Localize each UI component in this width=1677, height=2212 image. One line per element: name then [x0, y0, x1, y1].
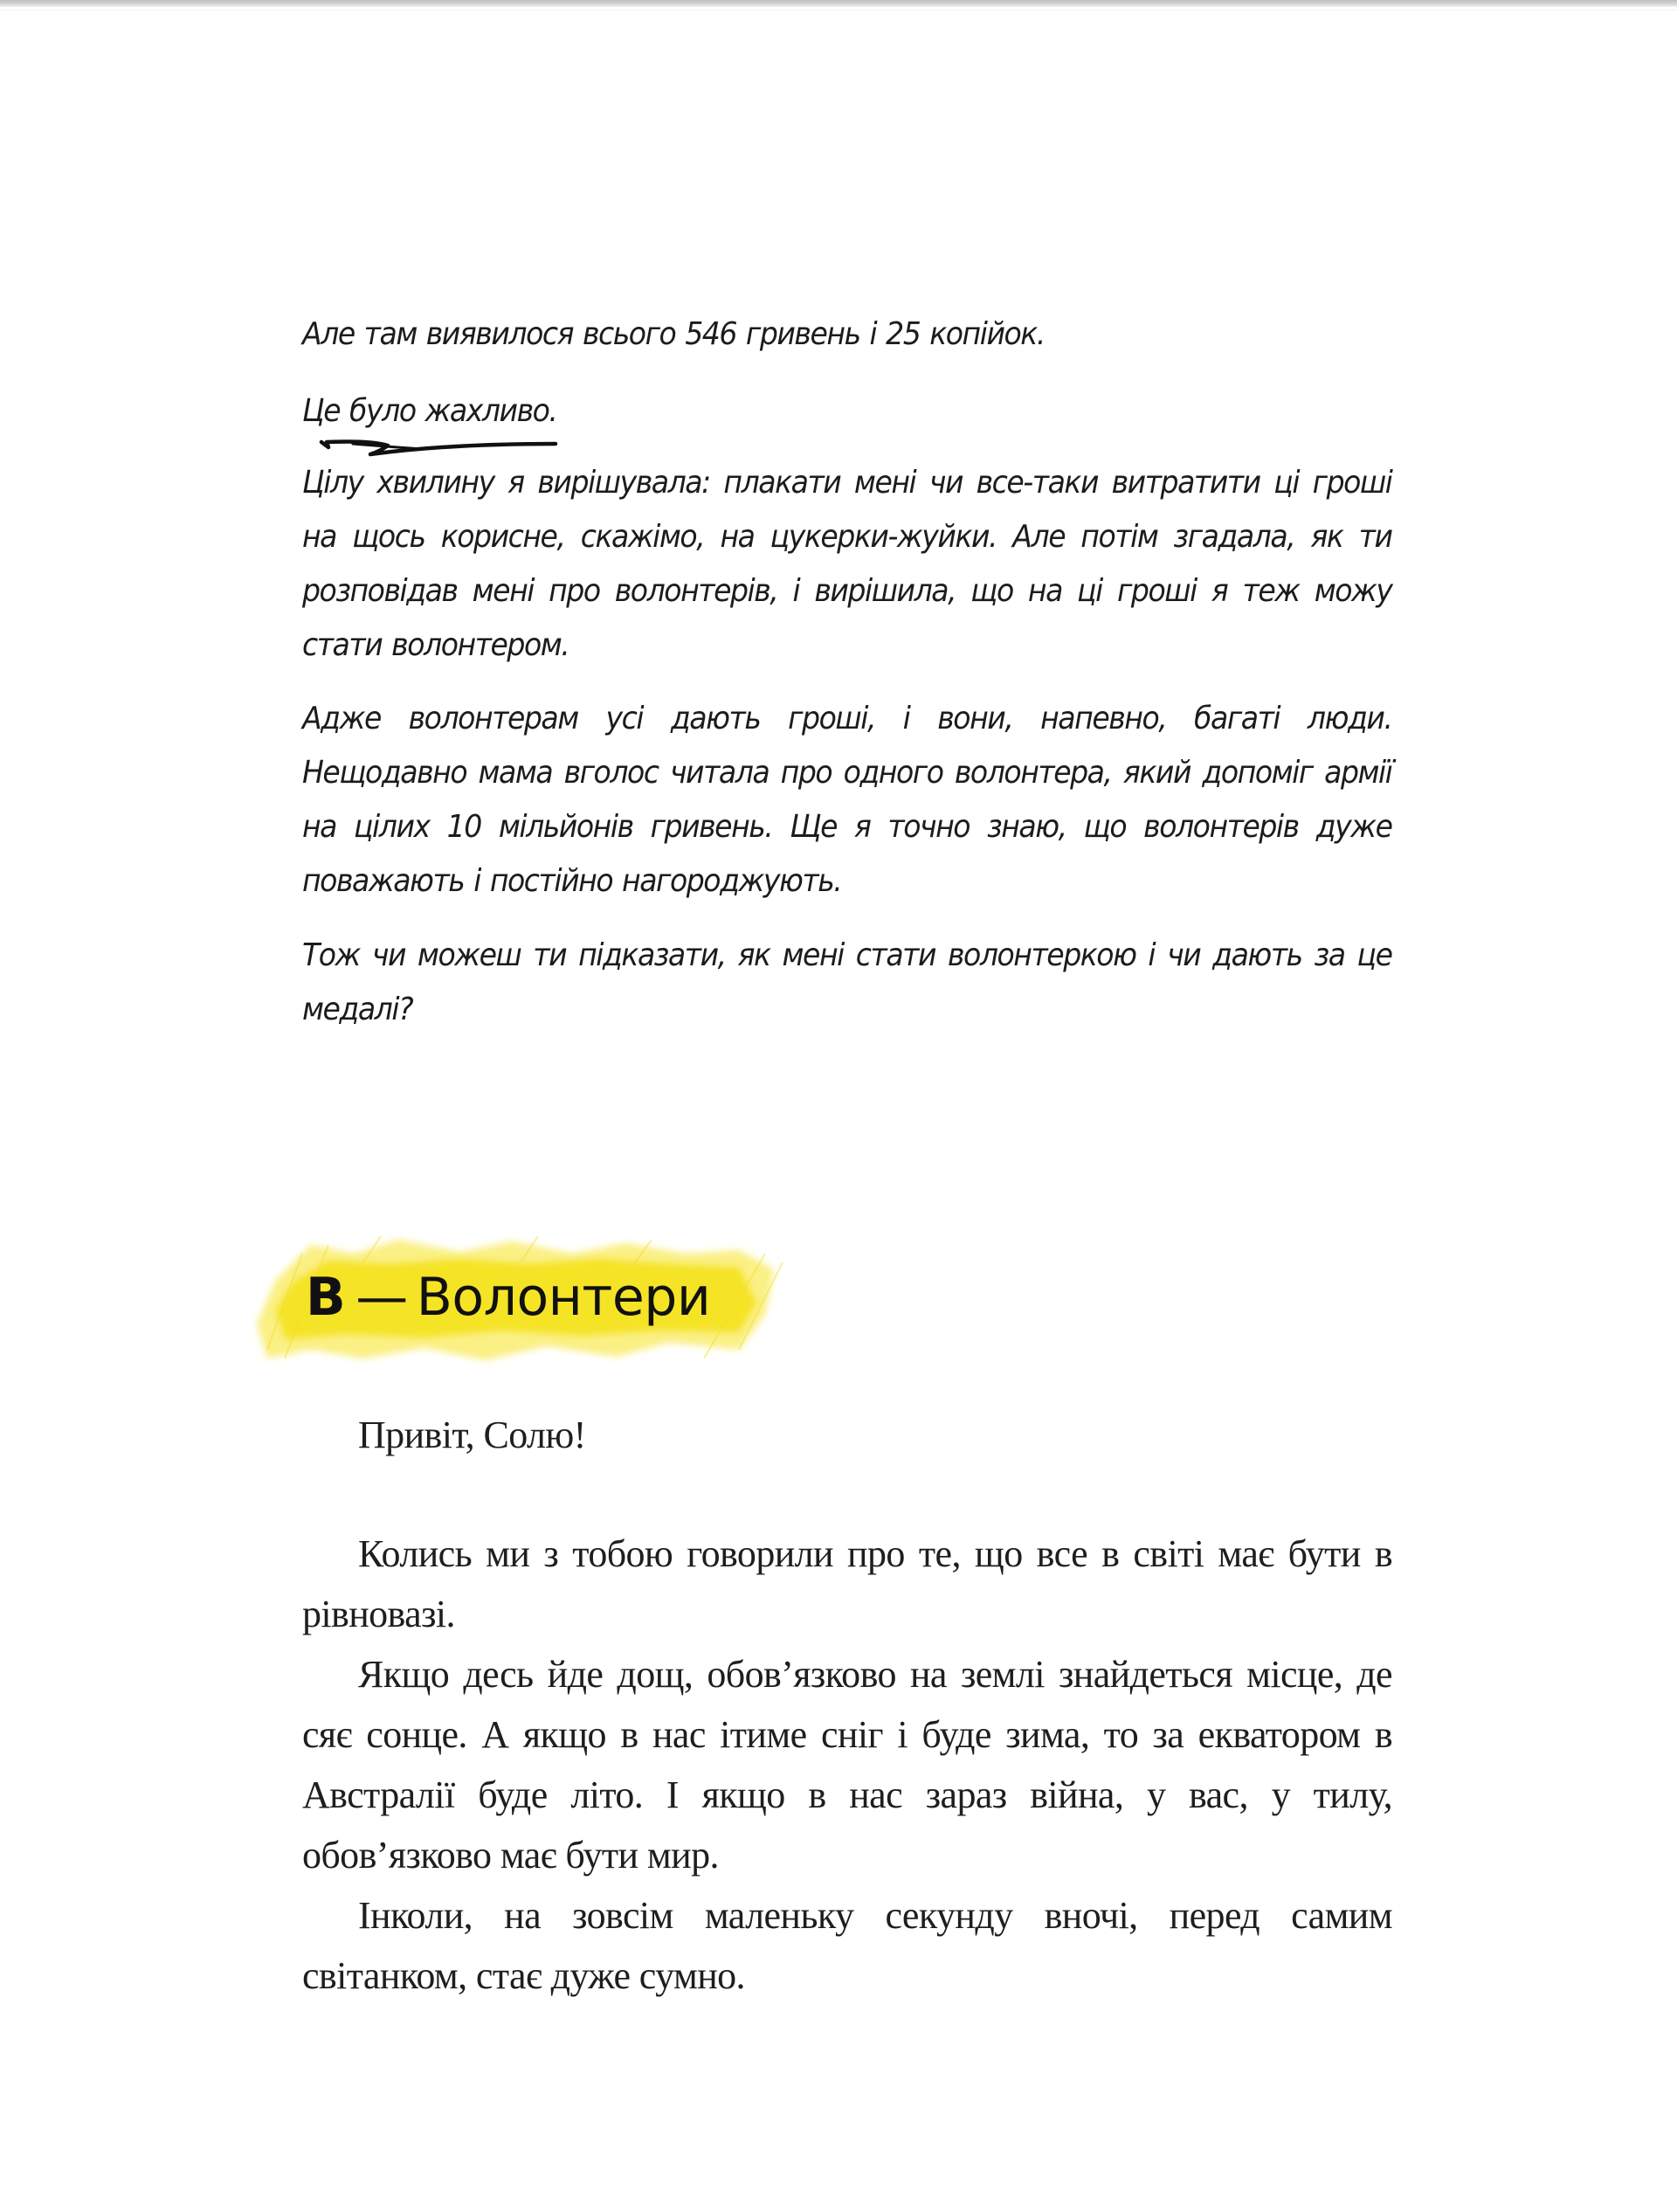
- section-dash: —: [355, 1267, 408, 1328]
- section-title: [306, 1262, 710, 1332]
- letter-text: Тож чи можеш ти підказати, як мені стати волонтеркою і чи дають за це медалі?: [302, 937, 1392, 1027]
- letter-paragraph: [302, 384, 1305, 439]
- letter-paragraph: [302, 308, 1305, 362]
- reply-body: [302, 1524, 1392, 2006]
- letter-text: Адже волонтерам усі дають гроші, і вони, напевно, багаті люди. Нещодавно мама вголос читала про одного волонтера, який допоміг армії на цілих 10 мільйонів гривень. Ще я точно знаю, що волонтерів дуже поважають і постійно нагороджують.: [302, 701, 1392, 899]
- letter-paragraph: [302, 929, 1392, 1037]
- letter-paragraph: [302, 692, 1392, 909]
- reply-greeting: [302, 1405, 1392, 1465]
- letter-paragraph: [302, 456, 1392, 673]
- section-title-text: Волонтери: [416, 1267, 711, 1328]
- letter-text: Це було жахливо.: [302, 393, 557, 429]
- greeting-text: Привіт, Солю!: [358, 1414, 586, 1456]
- section-letter: В: [306, 1267, 346, 1328]
- letter-text: Але там виявилося всього 546 гривень і 25 копійок.: [302, 316, 1045, 352]
- reply-paragraph: Якщо десь йде дощ, обов’язково на землі знайдеться місце, де сяє сонце. А якщо в нас ітиме сніг і буде зима, то за екватором в Австралії буде літо. І якщо в нас зараз війна, у вас, у тилу, обов’язково має бути мир.: [302, 1653, 1392, 1877]
- reply-paragraph: Колись ми з тобою говорили про те, що все в світі має бути в рівновазі.: [302, 1532, 1392, 1635]
- section-heading: [250, 1219, 800, 1385]
- letter-text: Цілу хвилину я вирішувала: плакати мені чи все-таки витратити ці гроші на щось корисне, скажімо, на цукерки-жуйки. Але потім згадала, як ти розповідав мені про волонтерів, і вирішила, що на ці гроші я теж можу стати волонтером.: [302, 465, 1392, 663]
- reply-paragraph: Інколи, на зовсім маленьку секунду вночі, перед самим світанком, стає дуже сумно.: [302, 1894, 1392, 1997]
- hand-drawn-underline-icon: [318, 437, 562, 458]
